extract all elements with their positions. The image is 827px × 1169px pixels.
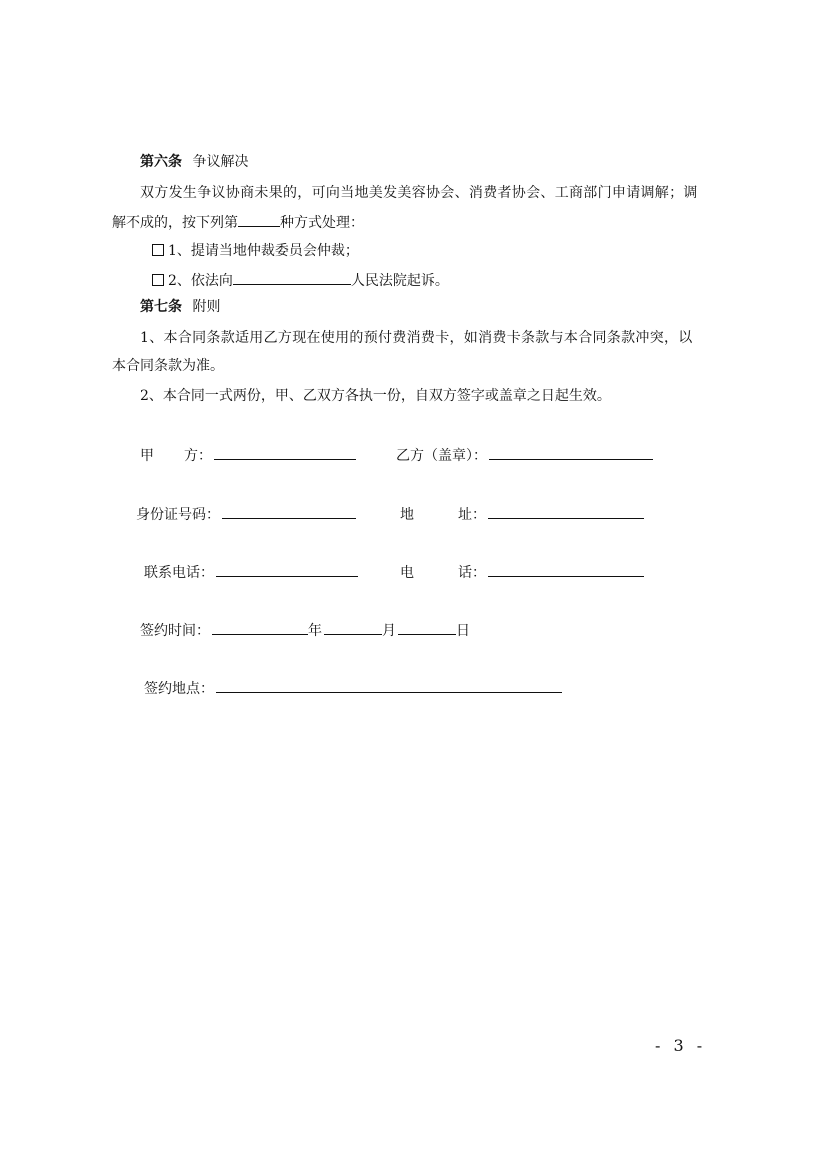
article6-heading [140, 152, 248, 172]
article7-heading-number: 第七条 [140, 299, 182, 315]
article7-item1-line1: 1、本合同条款适用乙方现在使用的预付费消费卡，如消费卡条款与本合同条款冲突，以 [140, 330, 693, 346]
article7-heading [140, 297, 220, 317]
address-input[interactable] [488, 504, 644, 519]
sign-place-input[interactable] [216, 678, 562, 693]
id-number-input[interactable] [222, 504, 356, 519]
contact-phone-field [144, 562, 358, 583]
party-b-field [396, 445, 653, 466]
party-b-label: 乙方（盖章）： [396, 448, 487, 464]
option2-label-b: 人民法院起诉。 [350, 273, 449, 289]
phone-field [400, 562, 644, 583]
page-number: - 3 - [655, 1036, 707, 1055]
month-label: 月 [382, 623, 396, 639]
option1-checkbox[interactable] [152, 244, 164, 256]
option2-label-a: 2、依法向 [168, 273, 233, 289]
sign-place-label: 签约地点： [144, 681, 214, 697]
article6-paragraph-line2-text-a: 解不成的，按下列第 [112, 215, 238, 231]
day-label: 日 [456, 623, 470, 639]
article6-heading-number: 第六条 [140, 154, 182, 170]
option1-row [152, 241, 359, 261]
year-label: 年 [308, 623, 322, 639]
method-number-blank[interactable] [238, 212, 280, 227]
contact-phone-input[interactable] [216, 562, 358, 577]
party-a-input[interactable] [214, 445, 356, 460]
article7-item2: 2、本合同一式两份，甲、乙双方各执一份，自双方签字或盖章之日起生效。 [140, 388, 611, 404]
address-label-1: 地 [400, 507, 414, 523]
article6-paragraph-line2 [112, 212, 364, 233]
option2-row [152, 270, 449, 291]
article6-heading-title: 争议解决 [192, 154, 249, 170]
contact-phone-label: 联系电话： [144, 565, 214, 581]
option2-checkbox[interactable] [152, 274, 164, 286]
party-a-field [140, 445, 356, 466]
phone-label-1: 电 [400, 565, 414, 581]
court-name-blank[interactable] [233, 270, 351, 285]
address-field [400, 504, 644, 525]
party-a-label-1: 甲 [140, 448, 154, 464]
id-number-label: 身份证号码： [136, 507, 220, 523]
party-a-label-2: 方： [184, 448, 212, 464]
address-label-2: 址： [458, 507, 486, 523]
sign-time-label: 签约时间： [140, 623, 210, 639]
sign-place-field [144, 678, 562, 699]
article7-heading-title: 附则 [192, 299, 221, 315]
article6-paragraph-line2-text-b: 种方式处理： [280, 215, 364, 231]
sign-time-field [140, 620, 470, 641]
id-number-field [136, 504, 356, 525]
sign-year-input[interactable] [212, 620, 308, 635]
phone-label-2: 话： [458, 565, 486, 581]
option1-label: 1、提请当地仲裁委员会仲裁； [168, 243, 359, 259]
sign-month-input[interactable] [324, 620, 382, 635]
party-b-input[interactable] [489, 445, 653, 460]
article6-paragraph-line1: 双方发生争议协商未果的，可向当地美发美容协会、消费者协会、工商部门申请调解；调 [140, 185, 698, 201]
article7-item1-line2: 本合同条款为准。 [112, 358, 224, 374]
sign-day-input[interactable] [398, 620, 456, 635]
phone-input[interactable] [488, 562, 644, 577]
